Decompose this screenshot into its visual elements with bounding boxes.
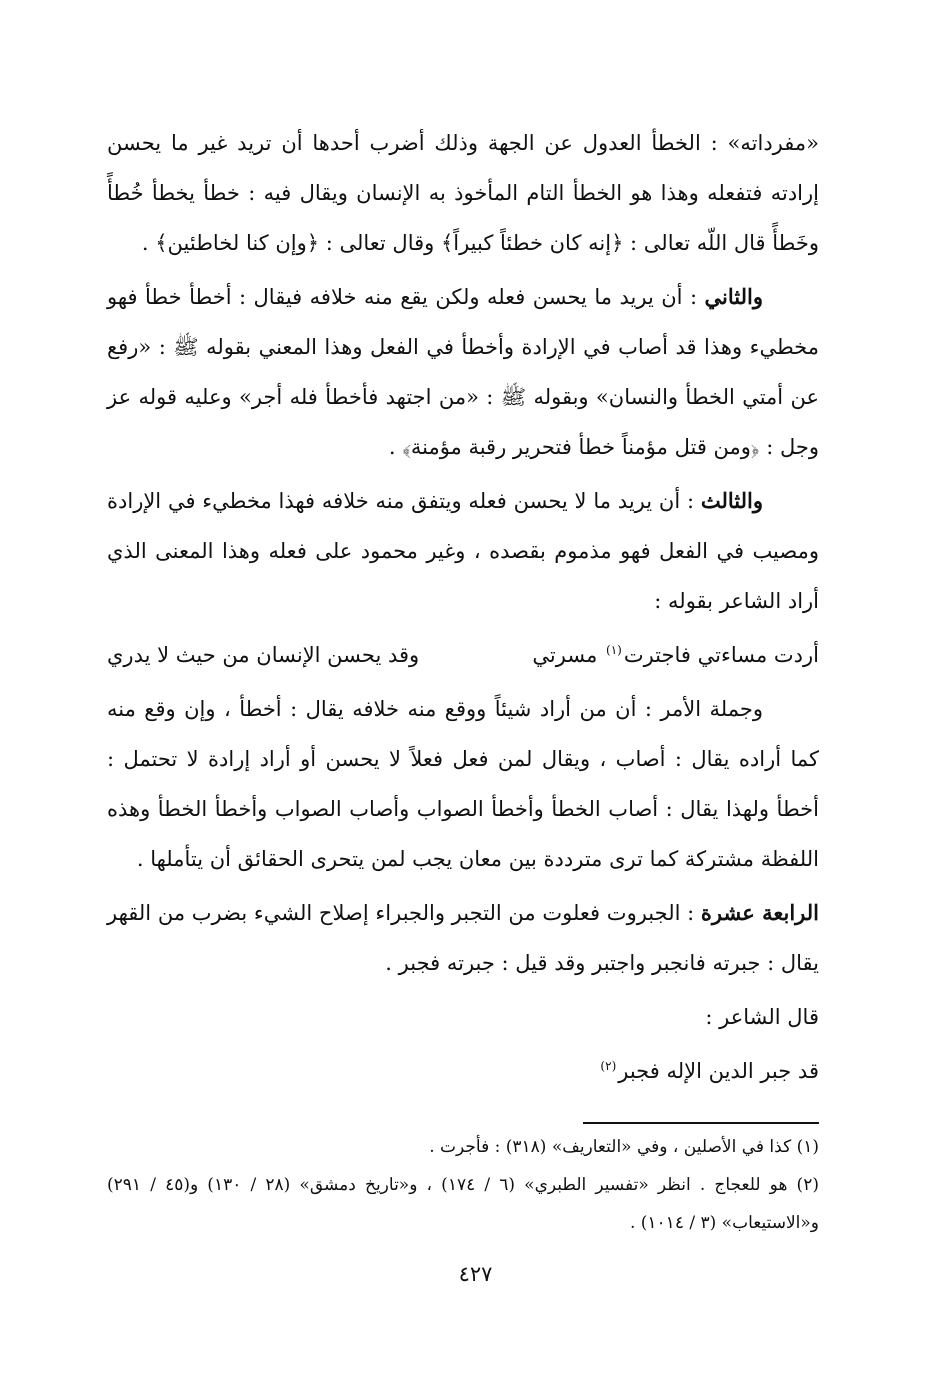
verse-second-hemistich: وقد يحسن الإنسان من حيث لا يدري [107, 643, 420, 667]
paragraph-text: «مفرداته» : الخطأ العدول عن الجهة وذلك أضرب أحدها أن تريد غير ما يحسن إرادته فتفعله وهذا هو الخطأ التام المأخوذ به الإنسان ويقال فيه : خطأ يخطأ خُطأً وخَطأً قال اللّه تعالى : ﴿إنه كان خطئاً كبيراً﴾ وقال تعالى : ﴿وإن كنا لخاطئين﴾ . [107, 131, 819, 255]
footnotes [107, 1128, 819, 1242]
verse-first-hemistich: أردت مساءتي فاجترت$^{(١)}$ مسرتي [532, 643, 819, 667]
paragraph-mufradatuh [107, 118, 819, 268]
footnote-2: (٢) هو للعجاج . انظر «تفسير الطبري» (٦ / ١٧٤) ، و«تاريخ دمشق» (٢٨ / ١٣٠) و(٤٥ / ٢٩١) و«الاستيعاب» (٣ / ١٠١٤) . [107, 1175, 819, 1233]
paragraph-text: : أن يريد ما يحسن فعله ولكن يقع منه خلافه فيقال : أخطأ خطأ فهو مخطيء وهذا قد أصاب في الإرادة وأخطأ في الفعل وهذا المعني بقوله ﷺ : «رفع عن أمتي الخطأ والنسان» وبقوله ﷺ : «من اجتهد فأخطأ فله أجر» وعليه قوله عز وجل : ﴿ومن قتل مؤمناً خطأ فتحرير رقبة مؤمنة﴾ . [107, 285, 819, 459]
paragraph-heading: الرابعة عشرة [700, 900, 820, 925]
paragraph-heading: والثالث [700, 488, 763, 513]
footnote-marker: (١) [606, 643, 622, 657]
main-text [107, 118, 819, 1100]
paragraph-text: : أن يريد ما لا يحسن فعله ويتفق منه خلافه فهذا مخطيء في الإرادة ومصيب في الفعل فهو مذموم بقصده ، وغير محمود على فعله وهذا المعنى الذي أراد الشاعر بقوله : [107, 489, 819, 613]
footnote-1: (١) كذا في الأصلين ، وفي «التعاريف» (٣١٨) : فأجرت . [429, 1137, 819, 1157]
paragraph-text: وجملة الأمر : أن من أراد شيئاً ووقع منه خلافه يقال : أخطأ ، وإن وقع منه كما أراده يقال : أصاب ، ويقال لمن فعل فعلاً لا يحسن أو أراد إرادة لا تحتمل : أخطأ ولهذا يقال : أصاب الخطأ وأخطأ الصواب وأصاب الصواب وأخطأ الخطأ وهذه اللفظة مشتركة كما ترى مترددة بين معان يجب لمن يتحرى الحقائق أن يتأملها . [107, 697, 819, 871]
poetry-verse [107, 630, 819, 680]
paragraph-fourteenth [107, 888, 819, 988]
paragraph-second-meaning [107, 272, 819, 472]
page-number: ٤٢٧ [458, 1262, 493, 1286]
paragraph-heading: والثاني [704, 284, 763, 309]
paragraph-third-meaning [107, 476, 819, 626]
paragraph-text: : الجبروت فعلوت من التجبر والجبراء إصلاح الشيء بضرب من القهر يقال : جبرته فانجبر واجتبر وقد قيل : جبرته فجبر . [107, 901, 819, 975]
paragraph-summary [107, 684, 819, 884]
footnote-marker: (٢) [600, 1059, 617, 1073]
poetry-line: قد جبر الدين الإله فجبر$^{(٢)}$ [600, 1059, 819, 1083]
footnote-separator [583, 1122, 819, 1124]
poet-intro: قال الشاعر : [705, 1005, 819, 1029]
